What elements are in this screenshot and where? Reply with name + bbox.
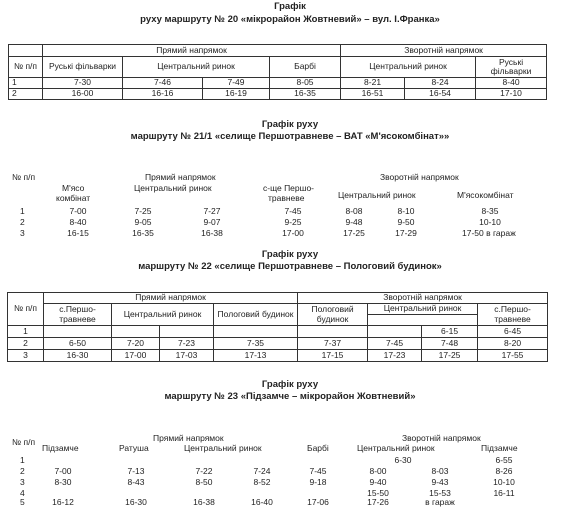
table-row — [8, 326, 548, 338]
table-cell: 16-38 — [193, 497, 215, 507]
stop-header-pidzamche: Підзамче — [481, 443, 518, 453]
table-cell: 8-24 — [405, 78, 476, 89]
table-cell: 7-00 — [69, 206, 87, 216]
stop-header-meat-plant: комбінат — [56, 193, 91, 203]
table-cell: 1 — [20, 455, 25, 465]
stop-header-central-market: Центральний ринок — [338, 190, 416, 200]
forward-direction-header: Прямий напрямок — [43, 45, 341, 57]
route20-title-line1: Графік — [274, 1, 306, 12]
table-cell: 8-50 — [195, 477, 213, 487]
table-cell: 6-30 — [394, 455, 412, 465]
table-cell: 8-43 — [127, 477, 145, 487]
table-cell: 7-24 — [253, 466, 271, 476]
route20-table — [8, 44, 547, 100]
table-cell: 17-15 — [298, 350, 368, 362]
table-cell: 7-30 — [43, 78, 123, 89]
table-cell: 15-50 — [367, 488, 389, 498]
number-header: № п/п — [12, 437, 36, 447]
stop-header-central-market: Центральний ринок — [112, 304, 214, 326]
table-cell: 7-23 — [160, 338, 214, 350]
backward-direction-header: Зворотній напрямок — [402, 433, 481, 443]
stop-header-central-market: Центральний ринок — [123, 57, 270, 78]
table-cell: 7-48 — [422, 338, 478, 350]
table-cell: 6-45 — [478, 326, 548, 338]
header-cell — [368, 315, 478, 326]
table-cell: в гараж — [425, 497, 455, 507]
table-row — [9, 78, 547, 89]
table-cell — [44, 326, 112, 338]
table-cell: 8-05 — [270, 78, 341, 89]
table-cell: 5 — [20, 497, 25, 507]
table-cell: 8-35 — [481, 206, 499, 216]
stop-header-village: травневе — [268, 193, 305, 203]
table-cell: 2 — [20, 217, 25, 227]
table-cell: 8-21 — [341, 78, 405, 89]
route23-title-line2: маршруту № 23 «Підзамче – мікрорайон Жовтневий» — [164, 391, 416, 402]
table-cell: 8-30 — [54, 477, 72, 487]
backward-direction-header: Зворотній напрямок — [380, 172, 459, 182]
table-header-row — [9, 45, 547, 57]
number-header: № п/п — [8, 293, 44, 326]
table-cell: 9-50 — [397, 217, 415, 227]
forward-direction-header: Прямий напрямок — [145, 172, 216, 182]
table-cell — [112, 326, 160, 338]
table-cell: 4 — [20, 488, 25, 498]
table-cell: 16-38 — [201, 228, 223, 238]
table-cell: 7-45 — [368, 338, 422, 350]
stop-header-maternity: Пологовий будинок — [298, 304, 368, 326]
backward-direction-header: Зворотній напрямок — [341, 45, 547, 57]
table-cell: 16-16 — [123, 89, 203, 100]
route22-title-line1: Графік руху — [261, 249, 319, 260]
table-cell: 17-25 — [422, 350, 478, 362]
stop-header-barbi: Барбі — [307, 443, 329, 453]
table-cell: 10-10 — [493, 477, 515, 487]
table-cell: 17-03 — [160, 350, 214, 362]
table-cell: 8-40 — [69, 217, 87, 227]
table-cell: 17-55 — [478, 350, 548, 362]
table-header-row — [8, 293, 548, 304]
stop-header-central-market: Центральний ринок — [341, 57, 476, 78]
table-cell: 17-26 — [367, 497, 389, 507]
table-cell: 16-12 — [52, 497, 74, 507]
table-cell: 15-53 — [429, 488, 451, 498]
stop-header-village: с.Першо-травневе — [44, 304, 112, 326]
table-cell — [160, 326, 214, 338]
table-cell: 16-35 — [132, 228, 154, 238]
number-header: № п/п — [12, 172, 36, 182]
stop-header-central-market: Центральний ринок — [357, 443, 435, 453]
table-cell: 7-25 — [134, 206, 152, 216]
number-header: № п/п — [9, 57, 43, 78]
stop-header-pidzamche: Підзамче — [42, 443, 79, 453]
stop-header-central-market: Центральний ринок — [134, 183, 212, 193]
table-cell: 7-45 — [309, 466, 327, 476]
table-cell: 2 — [20, 466, 25, 476]
table-cell: 16-35 — [270, 89, 341, 100]
table-cell: 17-29 — [395, 228, 417, 238]
table-cell: 9-05 — [134, 217, 152, 227]
stop-header-barbi: Барбі — [270, 57, 341, 78]
table-cell: 6-50 — [44, 338, 112, 350]
table-cell: 9-43 — [431, 477, 449, 487]
table-cell: 9-48 — [345, 217, 363, 227]
table-cell: 8-08 — [345, 206, 363, 216]
table-row — [8, 338, 548, 350]
table-cell: 7-45 — [284, 206, 302, 216]
stop-header-meat-plant: М'ясокомбінат — [457, 190, 514, 200]
table-cell: 3 — [20, 228, 25, 238]
table-cell — [368, 326, 422, 338]
table-cell: 2 — [9, 89, 43, 100]
table-cell: 10-10 — [479, 217, 501, 227]
table-cell: 17-00 — [282, 228, 304, 238]
table-row — [8, 350, 548, 362]
table-cell: 17-23 — [368, 350, 422, 362]
stop-header-ruski-fil: Руські фільварки — [43, 57, 123, 78]
table-cell: 8-26 — [495, 466, 513, 476]
table-cell: 7-13 — [127, 466, 145, 476]
table-cell: 16-00 — [43, 89, 123, 100]
forward-direction-header: Прямий напрямок — [153, 433, 224, 443]
route21-title-line2: маршруту № 21/1 «селище Першотравневе – ВАТ «М'ясокомбінат»» — [130, 131, 450, 142]
table-cell: 8-40 — [476, 78, 547, 89]
table-cell: 7-20 — [112, 338, 160, 350]
table-cell: 16-40 — [251, 497, 273, 507]
forward-direction-header: Прямий напрямок — [44, 293, 298, 304]
table-cell: 16-15 — [67, 228, 89, 238]
table-cell: 8-10 — [397, 206, 415, 216]
stop-header-meat-plant: М'ясо — [62, 183, 85, 193]
table-row — [9, 89, 547, 100]
stop-header-central-market: Центральний ринок — [184, 443, 262, 453]
table-cell: 8-20 — [478, 338, 548, 350]
table-cell: 6-15 — [422, 326, 478, 338]
table-cell: 7-27 — [203, 206, 221, 216]
table-cell: 16-19 — [203, 89, 270, 100]
table-cell: 2 — [8, 338, 44, 350]
table-cell: 7-22 — [195, 466, 213, 476]
table-cell: 8-03 — [431, 466, 449, 476]
table-cell: 17-10 — [476, 89, 547, 100]
table-cell — [298, 326, 368, 338]
table-cell: 9-25 — [284, 217, 302, 227]
route20-title-line2: руху маршруту № 20 «мікрорайон Жовтневий» – вул. І.Франка» — [140, 14, 440, 25]
header-cell — [9, 45, 43, 57]
route22-table — [7, 292, 548, 362]
route23-title-line1: Графік руху — [261, 379, 319, 390]
table-cell: 8-00 — [369, 466, 387, 476]
stop-header-central-market: Центральний ринок — [368, 304, 478, 315]
table-cell: 7-37 — [298, 338, 368, 350]
table-cell: 7-00 — [54, 466, 72, 476]
stop-header-village: с-ще Першо- — [263, 183, 315, 193]
route21-title-line1: Графік руху — [261, 119, 319, 130]
table-cell: 8-52 — [253, 477, 271, 487]
route22-title-line2: маршруту № 22 «селище Першотравневе – Пологовий будинок» — [138, 261, 442, 272]
table-cell: 1 — [20, 206, 25, 216]
table-cell: 7-35 — [214, 338, 298, 350]
table-header-row — [9, 57, 547, 78]
table-cell: 16-30 — [125, 497, 147, 507]
table-cell: 16-51 — [341, 89, 405, 100]
table-cell: 1 — [8, 326, 44, 338]
table-cell: 17-06 — [307, 497, 329, 507]
table-cell: 17-00 — [112, 350, 160, 362]
table-cell: 9-40 — [369, 477, 387, 487]
table-cell: 6-55 — [495, 455, 513, 465]
table-cell: 17-13 — [214, 350, 298, 362]
table-cell: 3 — [8, 350, 44, 362]
stop-header-maternity: Пологовий будинок — [214, 304, 298, 326]
table-cell: 16-54 — [405, 89, 476, 100]
table-header-row — [8, 304, 548, 315]
stop-header-ratusha: Ратуша — [119, 443, 149, 453]
table-cell: 1 — [9, 78, 43, 89]
table-cell: 3 — [20, 477, 25, 487]
stop-header-ruski-fil: Руські фільварки — [476, 57, 547, 78]
table-cell: 9-07 — [203, 217, 221, 227]
table-cell — [214, 326, 298, 338]
table-cell: 17-25 — [343, 228, 365, 238]
table-cell: 7-49 — [203, 78, 270, 89]
stop-header-village: с.Першо-травневе — [478, 304, 548, 326]
table-cell: 9-18 — [309, 477, 327, 487]
table-cell: 7-46 — [123, 78, 203, 89]
table-cell: 16-11 — [493, 488, 515, 498]
backward-direction-header: Зворотній напрямок — [298, 293, 548, 304]
table-cell: 17-50 в гараж — [462, 228, 516, 238]
table-cell: 16-30 — [44, 350, 112, 362]
